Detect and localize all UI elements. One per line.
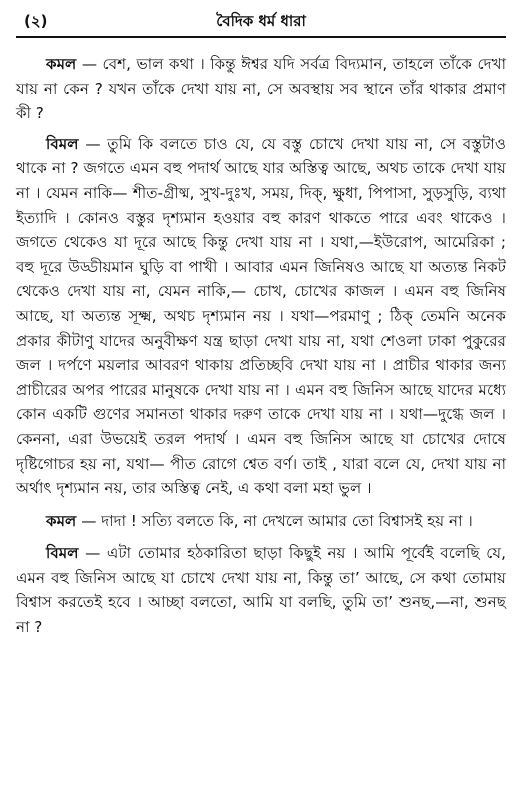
header-rule — [16, 36, 506, 38]
dialogue-paragraph — [16, 509, 506, 534]
page-header — [16, 4, 506, 34]
page-number: (২) — [24, 12, 48, 30]
dialogue-paragraph — [16, 52, 506, 126]
speaker-name: কমল — [46, 55, 77, 73]
dialogue-text: — বেশ, ভাল কথা । কিন্তু ঈশ্বর যদি সর্বত্র বিদ্যমান, তাহলে তাঁকে দেখা যায় না কেন ? যখন তাঁকে দেখা যায় না, সে অবস্থায় সব স্থানে তাঁর থাকার প্রমাণ কী ? — [16, 55, 506, 123]
running-title: বৈদিক ধর্ম ধারা — [216, 12, 306, 30]
speaker-name: বিমল — [46, 544, 79, 563]
dialogue-text: — দাদা ! সত্যি বলতে কি, না দেখলে আমার তো বিশ্বাসই হয় না । — [76, 511, 473, 530]
dialogue-paragraph — [16, 132, 506, 501]
page-body — [16, 44, 506, 646]
dialogue-text: — এটা তোমার হঠকারিতা ছাড়া কিছুই নয় । আমি পূর্বেই বলেছি যে, এমন বহু জিনিস আছে যা চোখে দেখা যায় না, কিন্তু তা’ আছে, সে কথা তোমায় বিশ্বাস করতেই হবে । আচ্ছা বলতো, আমি যা বলছি, তুমি তা’ শুনছ,—না, শুনছ না ? — [16, 544, 506, 637]
dialogue-text: — তুমি কি বলতে চাও যে, যে বস্তু চোখে দেখা যায় না, সে বস্তুটাও থাকে না ? জগতে এমন বহু পদার্থ আছে যার অস্তিত্ব আছে, অথচ তাকে দেখা যায় না । যেমন নাকি— শীত-গ্রীষ্ম, সুখ-দুঃখ, সময়, দিক্, ক্ষুধা, পিপাসা, সুড়সুড়ি, ব্যথা ইত্যাদি । কোনও বস্তুর দৃশ্যমান হওয়ার বহু কারণ থাকতে পারে এবং থাকেও । জগতে থেকেও যা দূরে আছে কিন্তু দেখা যায় না । যথা,—ইউরোপ, আমেরিকা ; বহু দূরে উড্ডীয়মান ঘুড়ি বা পাখী । আবার এমন জিনিষও আছে যা অত্যন্ত নিকট থেকেও দেখা যায় না, যেমন নাকি,— চোখ, চোখের কাজল । এমন বহু জিনিষ আছে, যা অত্যন্ত সূক্ষ্ম, অথচ দৃশ্যমান নয় । যথা—পরমাণু ; ঠিক্ তেমনি অনেক প্রকার কীটাণু যাদের অনুবীক্ষণ যন্ত্র ছাড়া দেখা যায় না, যথা শেওলা ঢাকা পুকুরের জল । দর্পণে ময়লার আবরণ থাকায় প্রতিচ্ছবি দেখা যায় না । প্রাচীর থাকার জন্য প্রাচীরের অপর পারের মানুষকে দেখা যায় না । এমন বহু জিনিস আছে যাদের মধ্যে কোন একটি গুণের সমানতা থাকার দরুণ তাকে দেখা যায় না । যথা—দুগ্ধে জল । কেননা, এরা উভয়েই তরল পদার্থ । এমন বহু জিনিস আছে যা চোখের দোষে দৃষ্টিগোচর হয় না, যথা— পীত রোগে শ্বেত বর্ণ। তাই , যারা বলে যে, দেখা যায় না অর্থাৎ দৃশ্যমান নয়, তার অস্তিত্ব নেই, এ কথা বলা মহা ভুল । — [16, 134, 506, 498]
dialogue-paragraph — [16, 541, 506, 639]
speaker-name: বিমল — [46, 134, 79, 153]
speaker-name: কমল — [46, 511, 77, 530]
